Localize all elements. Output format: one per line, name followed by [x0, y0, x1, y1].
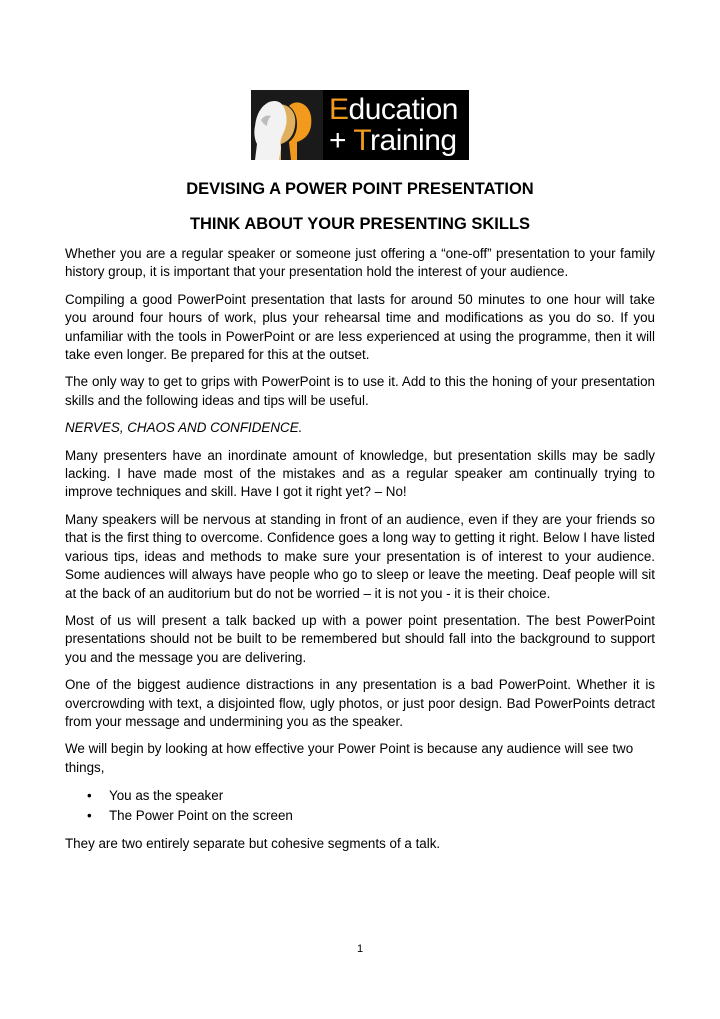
- section-heading: NERVES, CHAOS AND CONFIDENCE.: [65, 420, 303, 436]
- list-item: • The Power Point on the screen: [65, 806, 655, 826]
- paragraph: Many presenters have an inordinate amount of knowledge, but presentation skills may be sadly lacking. I have made most of the mistakes and as a regular speaker am continually trying to improve techniques and skill. Have I got it right yet? – No!: [65, 447, 655, 500]
- bullet-icon: •: [87, 808, 92, 824]
- paragraph: Whether you are a regular speaker or someone just offering a “one-off” presentation to your family history group, it is important that your presentation hold the interest of your audience.: [65, 246, 655, 280]
- page-number: 1: [356, 943, 364, 955]
- paragraph: One of the biggest audience distractions in any presentation is a bad PowerPoint. Whether it is overcrowding with text, a disjointed flow, ugly photos, or just poor design. Bad PowerPoints detract from your message and undermining you as the speaker.: [65, 677, 655, 729]
- document-subtitle: THINK ABOUT YOUR PRESENTING SKILLS: [189, 215, 531, 233]
- bullet-icon: •: [87, 788, 92, 804]
- logo-line-education: Education: [329, 93, 458, 126]
- paragraph: Many speakers will be nervous at standing in front of an audience, even if they are your friends so that is the first thing to overcome. Confidence goes a long way to getting it right. Below I have listed various tips, ideas and methods to make sure your presentation is of interest to your audience. Some audiences will always have people who go to sleep or leave the meeting. Deaf people will sit at the back of an auditorium but do not be worried – it is not you - it is their choice.: [65, 511, 655, 601]
- document-title: DEVISING A POWER POINT PRESENTATION: [186, 180, 534, 198]
- body-content: [65, 245, 655, 863]
- education-training-logo: [251, 90, 469, 160]
- silhouette-heads-icon: [251, 90, 323, 160]
- logo-wordmark: [323, 90, 469, 160]
- closing-paragraph: They are two entirely separate but cohesive segments of a talk.: [65, 836, 441, 852]
- logo-line-training: + Training: [329, 124, 457, 157]
- paragraph: Compiling a good PowerPoint presentation that lasts for around 50 minutes to one hour will take you around four hours of work, plus your rehearsal time and modifications as you do so. If you unfamiliar with the tools in PowerPoint or are less experienced at using the programme, then it will take even longer. Be prepared for this at the outset.: [65, 291, 655, 363]
- paragraph: Most of us will present a talk backed up with a power point presentation. The best PowerPoint presentations should not be built to be remembered but should fall into the background to support you and the message you are delivering.: [65, 612, 655, 665]
- list-item: • You as the speaker: [65, 786, 655, 806]
- bullet-list: [65, 786, 655, 826]
- paragraph: The only way to get to grips with PowerPoint is to use it. Add to this the honing of your presentation skills and the following ideas and tips will be useful.: [65, 374, 655, 408]
- paragraph: We will begin by looking at how effective your Power Point is because any audience will see two things,: [65, 741, 634, 775]
